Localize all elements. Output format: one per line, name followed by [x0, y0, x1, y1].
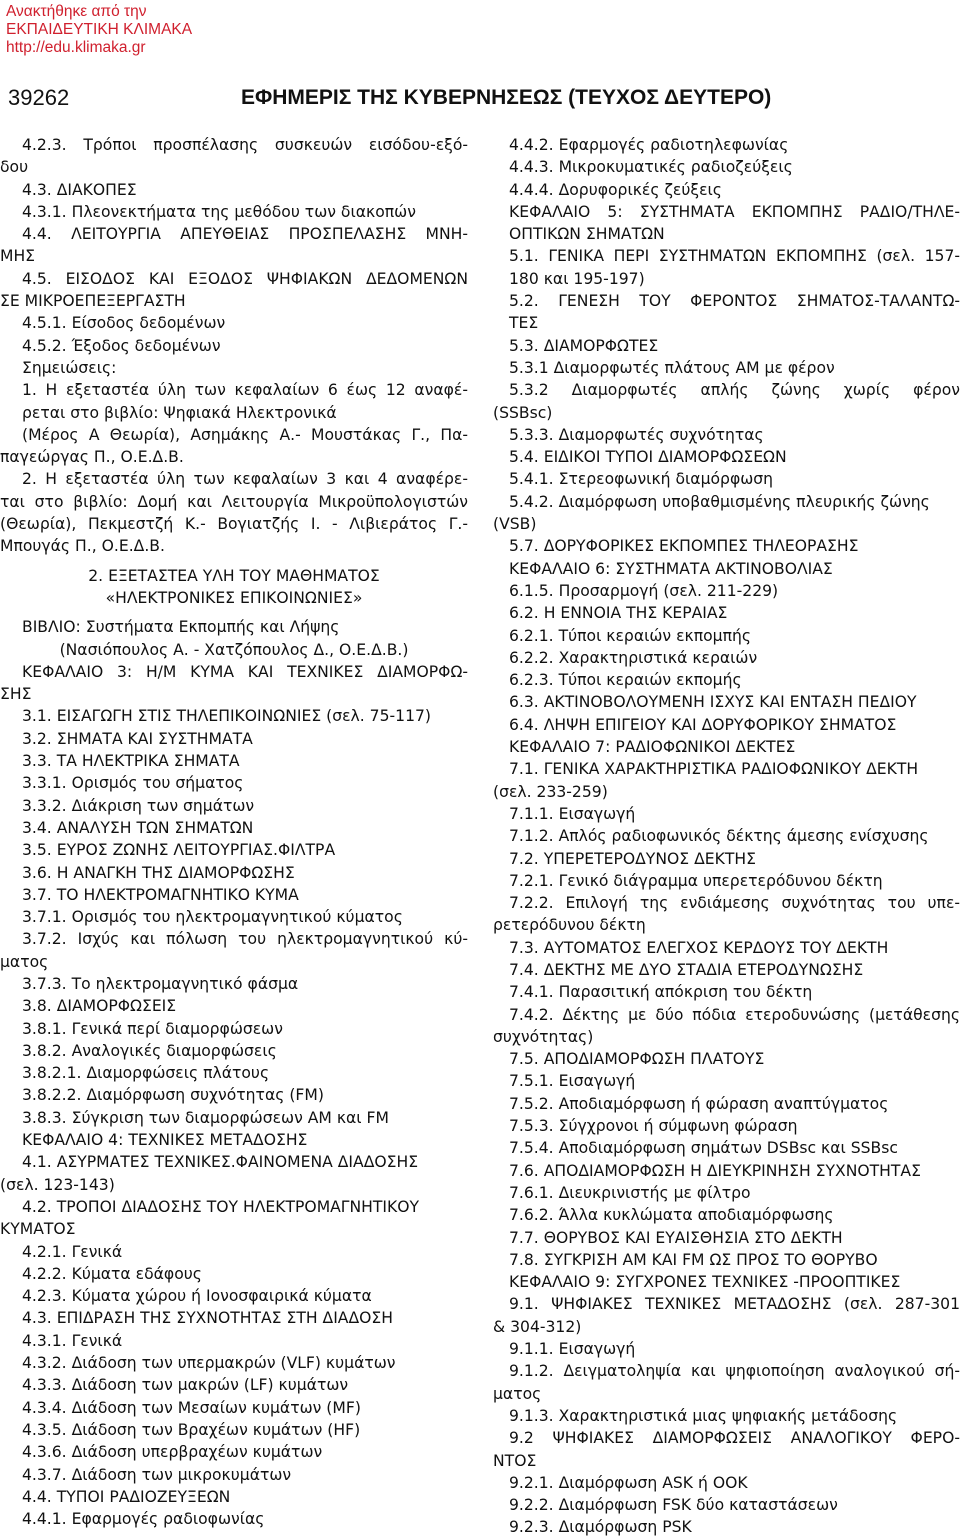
text-line: 7.1. ΓΕΝΙΚΑ ΧΑΡΑΚΤΗΡΙΣΤΙΚΑ ΡΑΔΙΟΦΩΝΙΚΟΥ ΔΕΚΤΗ: [509, 760, 919, 779]
text-line: 7.6. ΑΠΟΔΙΑΜΟΡΦΩΣΗ Η ΔΙΕΥΚΡΙΝΗΣΗ ΣΥΧΝΟΤΗΤΑΣ: [509, 1161, 921, 1180]
text-line: 4.4.2. Εφαρμογές ραδιοτηλεφωνίας: [509, 136, 789, 154]
text-line: ΚΕΦΑΛΑΙΟ 5: ΣΥΣΤΗΜΑΤΑ ΕΚΠΟΜΠΗΣ ΡΑΔΙΟ/ΤΗΛΕ-: [509, 202, 960, 221]
text-line: 4.3.3. Διάδοση των μακρών (LF) κυμάτων: [22, 1376, 349, 1395]
page-number: 39262: [8, 85, 70, 110]
text-line: 3.7. ΤΟ ΗΛΕΚΤΡΟΜΑΓΝΗΤΙΚΟ ΚΥΜΑ: [22, 885, 299, 904]
text-line: ΜΗΣ: [0, 247, 36, 266]
text-line: (Νασιόπουλος Α. - Χατζόπουλος Δ., Ο.Ε.Δ.Β.): [59, 640, 409, 659]
text-line: 4.3.5. Διάδοση των Βραχέων κυμάτων (HF): [22, 1420, 361, 1439]
text-line: 7.1.1. Εισαγωγή: [509, 804, 636, 823]
text-line: 4.3.1. Πλεονεκτήματα της μεθόδου των διακοπών: [22, 202, 416, 221]
watermark-link[interactable]: http://edu.klimaka.gr: [6, 39, 146, 56]
text-line: 4.3.2. Διάδοση των υπερμακρών (VLF) κυμάτων: [22, 1354, 396, 1373]
text-line: 2. ΕΞΕΤΑΣΤΕΑ ΥΛΗ ΤΟΥ ΜΑΘΗΜΑΤΟΣ: [88, 566, 380, 585]
text-line: 7.5.4. Αποδιαμόρφωση σημάτων DSBsc και SSBsc: [509, 1139, 898, 1158]
text-line: 7.6.2. Άλλα κυκλώματα αποδιαμόρφωσης: [509, 1206, 834, 1225]
text-line: 7.1.2. Απλός ραδιοφωνικός δέκτης άμεσης ενίσχυσης: [509, 827, 929, 846]
text-line: 2. Η εξεταστέα ύλη των κεφαλαίων 3 και 4 αναφέρε-: [22, 470, 468, 489]
text-line: ρετερόδυνου δέκτη: [493, 916, 646, 935]
text-line: 4.3.7. Διάδοση των μικροκυμάτων: [22, 1465, 292, 1484]
text-line: 3.8.1. Γενικά περί διαμορφώσεων: [22, 1019, 283, 1038]
right-column: [493, 134, 960, 1539]
text-line: 4.3.4. Διάδοση των Μεσαίων κυμάτων (MF): [22, 1398, 361, 1417]
text-line: ΤΕΣ: [509, 314, 539, 333]
text-line: 5.3.2 Διαμορφωτές απλής ζώνης χωρίς φέρον: [509, 381, 960, 400]
text-line: ται στο βιβλίο: Δομή και Λειτουργία Μικροϋπολογιστών: [0, 492, 468, 511]
text-line: 3.7.2. Ισχύς και πόλωση του ηλεκτρομαγνητικού κύ-: [22, 930, 468, 949]
text-line: 9.2.1. Διαμόρφωση ASK ή OOK: [509, 1473, 748, 1492]
text-line: 3.3. ΤΑ ΗΛΕΚΤΡΙΚΑ ΣΗΜΑΤΑ: [22, 752, 240, 771]
left-column: [0, 134, 468, 1530]
text-line: 4.5. ΕΙΣΟΔΟΣ ΚΑΙ ΕΞΟΔΟΣ ΨΗΦΙΑΚΩΝ ΔΕΔΟΜΕΝΩΝ: [22, 269, 468, 288]
page-header: [0, 84, 960, 114]
text-line: 5.3.3. Διαμορφωτές συχνότητας: [509, 425, 764, 444]
text-line: ρεται στο βιβλίο: Ψηφιακά Ηλεκτρονικά: [22, 403, 337, 422]
text-line: 4.4.1. Εφαρμογές ραδιοφωνίας: [22, 1510, 265, 1529]
text-line: 4.4. ΛΕΙΤΟΥΡΓΙΑ ΑΠΕΥΘΕΙΑΣ ΠΡΟΣΠΕΛΑΣΗΣ ΜΝΗ-: [22, 225, 468, 244]
text-line: ΚΕΦΑΛΑΙΟ 9: ΣΥΓΧΡΟΝΕΣ ΤΕΧΝΙΚΕΣ -ΠΡΟΟΠΤΙΚΕΣ: [509, 1273, 901, 1292]
text-line: 4.2.3. Κύματα χώρου ή Ιονοσφαιρικά κύματα: [22, 1287, 372, 1306]
text-line: 9.2.2. Διαμόρφωση FSK δύο καταστάσεων: [509, 1496, 838, 1515]
text-line: 7.6.1. Διευκρινιστής με φίλτρο: [509, 1183, 751, 1202]
text-line: 3.8.2.2. Διαμόρφωση συχνότητας (FM): [22, 1086, 324, 1105]
text-line: 180 και 195-197): [509, 269, 645, 288]
text-line: 4.1. ΑΣΥΡΜΑΤΕΣ ΤΕΧΝΙΚΕΣ.ΦΑΙΝΟΜΕΝΑ ΔΙΑΔΟΣΗΣ: [22, 1153, 419, 1172]
watermark-line-2: ΕΚΠΑΙΔΕΥΤΙΚΗ ΚΛΙΜΑΚΑ: [6, 21, 193, 38]
text-line: 4.3. ΕΠΙΔΡΑΣΗ ΤΗΣ ΣΥΧΝΟΤΗΤΑΣ ΣΤΗ ΔΙΑΔΟΣΗ: [22, 1309, 393, 1328]
text-line: ΟΠΤΙΚΩΝ ΣΗΜΑΤΩΝ: [509, 225, 665, 244]
text-line: 3.3.2. Διάκριση των σημάτων: [22, 796, 255, 815]
text-line: 7.2. ΥΠΕΡΕΤΕΡΟΔΥΝΟΣ ΔΕΚΤΗΣ: [509, 849, 756, 868]
text-line: (σελ. 123-143): [0, 1175, 115, 1194]
gazette-title: ΕΦΗΜΕΡΙΣ ΤΗΣ ΚΥΒΕΡΝΗΣΕΩΣ (ΤΕΥΧΟΣ ΔΕΥΤΕΡΟ): [241, 86, 772, 109]
text-line: 3.1. ΕΙΣΑΓΩΓΗ ΣΤΙΣ ΤΗΛΕΠΙΚΟΙΝΩΝΙΕΣ (σελ. 75-117): [22, 707, 432, 726]
text-line: 6.2.2. Χαρακτηριστικά κεραιών: [509, 648, 758, 667]
text-line: ματος: [493, 1384, 542, 1403]
text-line: 4.5.1. Είσοδος δεδομένων: [22, 314, 226, 333]
text-line: 9.1. ΨΗΦΙΑΚΕΣ ΤΕΧΝΙΚΕΣ ΜΕΤΑΔΟΣΗΣ (σελ. 287-301: [509, 1295, 960, 1314]
text-line: 5.3. ΔΙΑΜΟΡΦΩΤΕΣ: [509, 336, 659, 355]
text-line: 4.3.1. Γενικά: [22, 1331, 123, 1350]
text-line: 3.5. ΕΥΡΟΣ ΖΩΝΗΣ ΛΕΙΤΟΥΡΓΙΑΣ.ΦΙΛΤΡΑ: [22, 841, 336, 860]
text-line: 4.2. ΤΡΟΠΟΙ ΔΙΑΔΟΣΗΣ ΤΟΥ ΗΛΕΚΤΡΟΜΑΓΝΗΤΙΚΟΥ: [22, 1197, 420, 1216]
text-line: ΒΙΒΛΙΟ: Συστήματα Εκπομπής και Λήψης: [22, 618, 340, 637]
text-line: 4.4.3. Μικροκυματικές ραδιοζεύξεις: [509, 158, 793, 177]
text-line: 6.2.1. Τύποι κεραιών εκπομπής: [509, 626, 751, 645]
text-line: ΚΕΦΑΛΑΙΟ 3: Η/Μ ΚΥΜΑ ΚΑΙ ΤΕΧΝΙΚΕΣ ΔΙΑΜΟΡΦΩ-: [22, 662, 468, 681]
text-line: 4.2.1. Γενικά: [22, 1242, 123, 1261]
text-line: 3.8.2. Αναλογικές διαμορφώσεις: [22, 1041, 277, 1060]
text-line: 7.2.2. Επιλογή της ενδιάμεσης συχνότητας του υπε-: [509, 894, 960, 913]
text-line: ΚΕΦΑΛΑΙΟ 7: ΡΑΔΙΟΦΩΝΙΚΟΙ ΔΕΚΤΕΣ: [509, 738, 796, 757]
text-line: 6.2.3. Τύποι κεραιών εκπομής: [509, 671, 742, 690]
text-line: ΣΕ ΜΙΚΡΟΕΠΕΞΕΡΓΑΣΤΗ: [0, 292, 186, 311]
text-line: 6.2. Η ΕΝΝΟΙΑ ΤΗΣ ΚΕΡΑΙΑΣ: [509, 604, 728, 623]
text-line: 7.5.3. Σύγχρονοι ή σύμφωνη φώραση: [509, 1117, 798, 1136]
text-line: 3.7.3. Το ηλεκτρομαγνητικό φάσμα: [22, 974, 299, 993]
text-line: 9.2.3. Διαμόρφωση PSK: [509, 1518, 692, 1537]
text-line: 7.2.1. Γενικό διάγραμμα υπερετερόδυνου δέκτη: [509, 871, 883, 890]
text-line: Μπουγάς Π., Ο.Ε.Δ.Β.: [0, 537, 165, 556]
text-line: 9.2 ΨΗΦΙΑΚΕΣ ΔΙΑΜΟΡΦΩΣΕΙΣ ΑΝΑΛΟΓΙΚΟΥ ΦΕΡΟ-: [509, 1429, 960, 1448]
text-line: «ΗΛΕΚΤΡΟΝΙΚΕΣ ΕΠΙΚΟΙΝΩΝΙΕΣ»: [105, 588, 363, 607]
text-line: 7.7. ΘΟΡΥΒΟΣ ΚΑΙ ΕΥΑΙΣΘΗΣΙΑ ΣΤΟ ΔΕΚΤΗ: [509, 1228, 843, 1247]
text-line: 3.8.2.1. Διαμορφώσεις πλάτους: [22, 1064, 270, 1083]
text-line: 6.4. ΛΗΨΗ ΕΠΙΓΕΙΟΥ ΚΑΙ ΔΟΡΥΦΟΡΙΚΟΥ ΣΗΜΑΤΟΣ: [509, 715, 897, 734]
text-line: 3.4. ΑΝΑΛΥΣΗ ΤΩΝ ΣΗΜΑΤΩΝ: [22, 818, 254, 837]
text-line: 9.1.2. Δειγματοληψία και ψηφιοποίηση αναλογικού σή-: [509, 1362, 960, 1381]
text-line: 3.8.3. Σύγκριση των διαμορφώσεων AM και FM: [22, 1108, 389, 1127]
text-line: (VSB): [493, 515, 537, 534]
text-line: 7.4.2. Δέκτης με δύο πόδια ετεροδυνώσης (μετάθεσης: [509, 1005, 960, 1024]
text-line: ΣΗΣ: [0, 685, 32, 704]
text-line: 3.3.1. Ορισμός του σήματος: [22, 774, 244, 793]
text-line: 6.1.5. Προσαρμογή (σελ. 211-229): [509, 581, 779, 600]
text-line: 5.4.2. Διαμόρφωση υποβαθμισμένης πλευρικής ζώνης: [509, 492, 930, 511]
text-line: 7.4.1. Παρασιτική απόκριση του δέκτη: [509, 983, 813, 1002]
watermark: [6, 3, 192, 57]
text-line: 7.3. ΑΥΤΟΜΑΤΟΣ ΕΛΕΓΧΟΣ ΚΕΡΔΟΥΣ ΤΟΥ ΔΕΚΤΗ: [509, 938, 889, 957]
text-line: Σημειώσεις:: [22, 358, 117, 377]
text-line: 4.2.2. Κύματα εδάφους: [22, 1264, 202, 1283]
text-line: ΚΕΦΑΛΑΙΟ 6: ΣΥΣΤΗΜΑΤΑ ΑΚΤΙΝΟΒΟΛΙΑΣ: [509, 559, 833, 578]
text-line: 1. Η εξεταστέα ύλη των κεφαλαίων 6 έως 12 αναφέ-: [22, 381, 468, 400]
text-line: 7.5. ΑΠΟΔΙΑΜΟΡΦΩΣΗ ΠΛΑΤΟΥΣ: [509, 1050, 765, 1069]
text-line: 5.4.1. Στερεοφωνική διαμόρφωση: [509, 470, 774, 489]
text-line: 4.2.3. Τρόποι προσπέλασης συσκευών εισόδου-εξό-: [22, 136, 468, 154]
text-line: 7.5.2. Αποδιαμόρφωση ή φώραση αναπτύγματος: [509, 1094, 889, 1113]
text-line: 4.4. ΤΥΠΟΙ ΡΑΔΙΟΖΕΥΞΕΩΝ: [22, 1487, 231, 1506]
text-line: 3.7.1. Ορισμός του ηλεκτρομαγνητικού κύματος: [22, 908, 403, 927]
text-line: 9.1.1. Εισαγωγή: [509, 1340, 636, 1359]
text-line: 6.3. ΑΚΤΙΝΟΒΟΛΟΥΜΕΝΗ ΙΣΧΥΣ ΚΑΙ ΕΝΤΑΣΗ ΠΕΔΙΟΥ: [509, 693, 917, 712]
text-line: 7.8. ΣΥΓΚΡΙΣΗ AM ΚΑΙ FM ΩΣ ΠΡΟΣ ΤΟ ΘΟΡΥΒΟ: [509, 1250, 878, 1269]
watermark-line-1: Ανακτήθηκε από την: [6, 3, 147, 20]
text-line: ΚΕΦΑΛΑΙΟ 4: ΤΕΧΝΙΚΕΣ ΜΕΤΑΔΟΣΗΣ: [22, 1131, 308, 1150]
text-line: 3.8. ΔΙΑΜΟΡΦΩΣΕΙΣ: [22, 997, 177, 1016]
text-line: 4.4.4. Δορυφορικές ζεύξεις: [509, 180, 722, 199]
text-line: ΚΥΜΑΤΟΣ: [0, 1220, 76, 1239]
text-line: 3.6. Η ΑΝΑΓΚΗ ΤΗΣ ΔΙΑΜΟΡΦΩΣΗΣ: [22, 863, 295, 882]
text-line: 4.3.6. Διάδοση υπερβραχέων κυμάτων: [22, 1443, 323, 1462]
text-line: (Μέρος Α Θεωρία), Ασημάκης Α.- Μουστάκας Γ., Πα-: [22, 425, 468, 444]
text-line: 9.1.3. Χαρακτηριστικά μιας ψηφιακής μετάδοσης: [509, 1406, 898, 1425]
text-line: 5.7. ΔΟΡΥΦΟΡΙΚΕΣ ΕΚΠΟΜΠΕΣ ΤΗΛΕΟΡΑΣΗΣ: [509, 537, 859, 556]
text-line: (σελ. 233-259): [493, 782, 608, 801]
text-line: δου: [0, 158, 29, 177]
text-line: 5.2. ΓΕΝΕΣΗ ΤΟΥ ΦΕΡΟΝΤΟΣ ΣΗΜΑΤΟΣ-ΤΑΛΑΝΤΩ-: [509, 292, 960, 311]
text-line: (Θεωρία), Πεκμεστζή Κ.- Βογιατζής Ι. - Λιβιεράτος Γ.-: [0, 515, 468, 534]
text-line: 3.2. ΣΗΜΑΤΑ ΚΑΙ ΣΥΣΤΗΜΑΤΑ: [22, 729, 253, 748]
text-line: 4.5.2. Έξοδος δεδομένων: [22, 336, 221, 355]
text-line: 7.5.1. Εισαγωγή: [509, 1072, 636, 1091]
text-line: 5.4. ΕΙΔΙΚΟΙ ΤΥΠΟΙ ΔΙΑΜΟΡΦΩΣΕΩΝ: [509, 448, 787, 467]
text-line: 7.4. ΔΕΚΤΗΣ ΜΕ ΔΥΟ ΣΤΑΔΙΑ ΕΤΕΡΟΔΥΝΩΣΗΣ: [509, 960, 864, 979]
text-line: συχνότητας): [493, 1027, 594, 1046]
text-line: 5.3.1 Διαμορφωτές πλάτους AM με φέρον: [509, 358, 835, 377]
text-line: ματος: [0, 952, 49, 971]
text-line: (SSBsc): [493, 403, 553, 422]
text-line: ΝΤΟΣ: [493, 1451, 537, 1470]
text-line: & 304-312): [493, 1317, 582, 1336]
text-line: 4.3. ΔΙΑΚΟΠΕΣ: [22, 180, 137, 199]
text-line: 5.1. ΓΕΝΙΚΑ ΠΕΡΙ ΣΥΣΤΗΜΑΤΩΝ ΕΚΠΟΜΠΗΣ (σελ. 157-: [509, 247, 960, 266]
text-line: παγεώργας Π., Ο.Ε.Δ.Β.: [0, 448, 184, 467]
